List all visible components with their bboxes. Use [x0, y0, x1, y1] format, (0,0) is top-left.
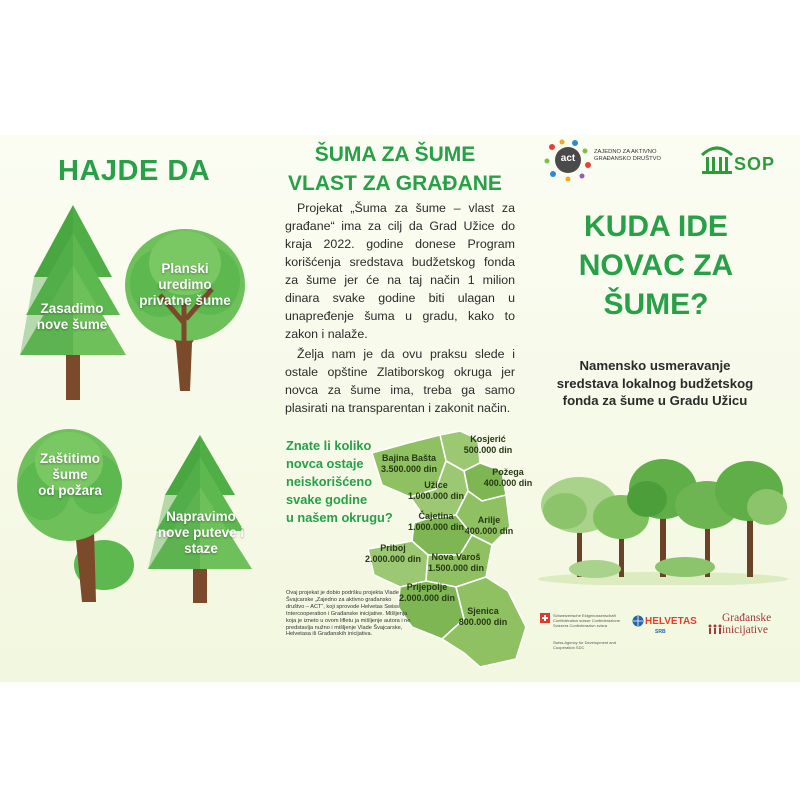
region-label-kosjeric: Kosjerić 500.000 din: [463, 434, 513, 455]
region-label-cajetina: Čajetina 1.000.000 din: [407, 511, 465, 532]
gradjanske-inicijative-logo: Građanske inicijative: [722, 612, 772, 636]
sop-logo-word: SOP: [734, 154, 776, 174]
region-label-arilje: Arilje 400.000 din: [464, 515, 514, 536]
act-caption: ZAJEDNO ZA AKTIVNO GRAĐANSKO DRUŠTVO: [594, 149, 661, 162]
region-label-sjenica: Sjenica 800.000 din: [458, 606, 508, 627]
region-label-prijepolje: Prijepolje 2.000.000 din: [398, 582, 456, 603]
swiss-confederation-text: Schweizerische Eidgenossenschaft Confédération suisse Confederazione Svizzera Confederaziun svizra: [553, 613, 620, 628]
tree-label-manage: Planski uredimo privatne šume: [139, 261, 231, 308]
helvetas-sub: SRB: [655, 629, 666, 635]
helvetas-globe-icon: [632, 615, 644, 627]
intro-paragraph: Projekat „Šuma za šume – vlast za građane“ ima za cilj da Grad Užice do kraja 2022. godine donese Program korišćenja sredstava budžetskog fonda za šume jer će na taj način 1 milion dinara svake godine biti ulagan u unapređenje šuma u gradu, kako to zakon i nalaže.: [285, 201, 515, 341]
act-logo-word: act: [560, 153, 576, 164]
sdc-text: Swiss Agency for Development and Cooperation SDC: [553, 640, 616, 650]
funding-note: Ovaj projekat je dobio podršku projekta Vlade Švajcarske „Zajedno za aktivno građansko društvo – ACT“, koji sprovode Helvetas Swiss Intercooperation i Građanske inicijative. Mišljenja koja je izneto u ovom lifletu ja mišljenje autora i ne predstavlja nužno i mišljenje Vlade Švajcarske, Helvetasa ili Građanskih inicijativa.: [286, 590, 411, 638]
left-title: HAJDE DA: [58, 155, 211, 187]
tree-label-protect: Zaštitimo šume od požara: [38, 451, 102, 498]
region-label-nova-varos: Nova Varoš 1.500.000 din: [427, 552, 485, 573]
middle-title: ŠUMA ZA ŠUME VLAST ZA GRAĐANE: [288, 143, 502, 195]
region-label-pozega: Požega 400.000 din: [483, 467, 533, 488]
region-label-bajina-basta: Bajina Bašta 3.500.000 din: [380, 453, 438, 474]
second-paragraph: Želja nam je da ovu praksu slede i ostale opštine Zlatiborskog okruga jer novca za šume ima, treba ga samo plasirati na transparentan i zakonit način.: [285, 347, 515, 415]
tree-label-paths: Napravimo nove puteve i staze: [157, 509, 245, 556]
region-label-priboj: Priboj 2.000.000 din: [364, 543, 422, 564]
leafy-tree-illustration: [14, 420, 134, 605]
forest-illustration: [535, 455, 790, 585]
gi-people-icon: [708, 624, 722, 634]
question-text: Znate li koliko novca ostaje neiskorišćeno svake godine u našem okrugu?: [286, 438, 393, 525]
brochure: [0, 135, 800, 682]
helvetas-logo: HELVETAS: [645, 616, 697, 627]
right-title: KUDA IDE NOVAC ZA ŠUME?: [578, 210, 734, 321]
swiss-flag-icon: [540, 613, 550, 623]
region-label-uzice: Užice 1.000.000 din: [407, 480, 465, 501]
right-subtitle: Namensko usmeravanje sredstava lokalnog budžetskog fonda za šume u Gradu Užicu: [556, 358, 754, 408]
tree-label-plant: Zasadimo nove šume: [36, 301, 108, 332]
sop-logo: [700, 141, 734, 177]
